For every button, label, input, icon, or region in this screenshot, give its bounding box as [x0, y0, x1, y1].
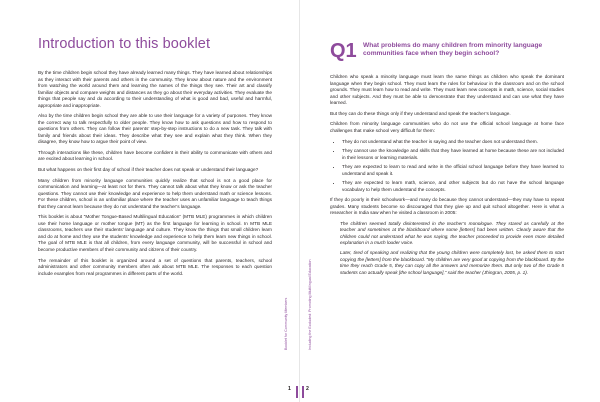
question-number: Q1	[330, 40, 357, 62]
question-text: What problems do many children from minority language communities face when they begin school?	[363, 42, 543, 57]
left-paragraph: Many children from minority language communities quickly realize that school is not a good place for communication and learning—at least not for them. They cannot talk about what they know or ask the teacher questions. They cannot use their knowledge and experience to help them understand math or science lessons. For these children, school is an unfamiliar place where the teacher uses an unfamiliar language to teach things that they cannot learn because they do not understand the teacher’s language.	[38, 177, 272, 209]
right-body	[330, 74, 564, 280]
right-folio-bar	[302, 386, 304, 398]
list-item: • They do not understand what the teacher is saying and the teacher does not understand them.	[342, 139, 564, 146]
left-paragraph: But what happens on their first day of school if their teacher does not speak or understand their language?	[38, 167, 259, 173]
right-page-number: 2	[306, 386, 309, 392]
left-paragraph: By the time children begin school they have already learned many things. They have learned about relationships as they interact with their parents and others in the community. They know about nature and the environment from watching the world around them and learning the names of the things they see. Their art and classify familiar objects and compare weights and distances as they go about their everyday activities. They evaluate the things that people say and do according to their understanding of what is good and bad, useful and harmful, appropriate and inappropriate.	[38, 70, 272, 108]
right-paragraph: Children who speak a minority language must learn the same things as children who speak the dominant language when they begin school. They must learn the rules for behaviour in the classroom and on the school grounds. They must learn how to read and write. They must learn new concepts in math, science, social studies and other subjects. And they must be able to demonstrate that they understand and can use what they have learned.	[330, 74, 564, 105]
challenge-list	[330, 139, 564, 194]
researcher-quote	[330, 221, 564, 277]
left-paragraph: Also by the time children begin school they are able to use their language for a variety of purposes. They know the correct way to talk respectfully to older people. They know how to ask questions and how to respond to questions from others. They can follow their parents’ step-by-step instructions to do a new task. They talk with family and friends about their ideas. They describe what they see and explain what they think. When they disagree, they know how to argue their point of view.	[38, 113, 272, 145]
quote-paragraph: The children seemed totally disinterested in the teacher’s monologue. They stared as carefully at the teacher and sometimes at the blackboard where some [letters] had been written. Clearly aware that the children could not understand what he was saying, the teacher proceeded to provide even more detailed explanation in a much louder voice.	[340, 220, 564, 246]
list-item: • They are expected to learn to read and write in the official school language before they have learned to understand and speak it.	[342, 164, 564, 177]
gutter-line	[299, 0, 300, 402]
list-item: • They are expected to learn math, science, and other subjects but do not have the school language vocabulary to help them understand the concepts.	[342, 180, 564, 193]
page-title: Introduction to this booklet	[38, 36, 211, 52]
quote-paragraph: Later, tired of speaking and realizing that the young children were completely lost, he asked them to start copying the [letters] from the blackboard. “My children are very good at copying from the blackboard. By the time they reach Grade 5, they can copy all the answers and memorize them. But only two of the Grade 5 students can actually speak [the school language],” said the teacher (Jhingran, 2005, p. 1).	[340, 250, 564, 275]
left-page-number: 1	[288, 386, 291, 392]
left-paragraph: This booklet is about “Mother Tongue-Based Multilingual Education” (MTB MLE) programmes in which children use their home language or mother tongue (MT) as the first language for learning in school. In MTB MLE classrooms, teachers use their students’ language and culture. They know the things that small children learn and do at home and they use the students’ knowledge and experience to help them learn new things in school. The goal of MTB MLE is that all children, from every language community, will be successful in school and become productive members of their community and citizens of their country.	[38, 214, 272, 252]
right-paragraph: If they do poorly in their schoolwork—and many do because they cannot understand—they may have to repeat grades. Many students become so discouraged that they give up and quit school altogether. Here is what a researcher in India saw when he visited a classroom in 2005:	[330, 197, 564, 216]
right-paragraph: But they can do these things only if they understand and speak the teacher’s language.	[330, 110, 511, 116]
right-running-title: Including the Excluded: Promoting Multilingual Education	[308, 259, 312, 350]
list-item: • They cannot use the knowledge and skills that they have learned at home because these are not included in their lessons or learning materials.	[342, 148, 564, 161]
left-body	[38, 70, 272, 281]
left-paragraph: The remainder of this booklet is organized around a set of questions that parents, teachers, school administrators and other community members often ask about MTB MLE. The responses to each question include examples from real programmes in different parts of the world.	[38, 257, 272, 276]
right-paragraph: Children from minority language communities who do not use the official school language at home face challenges that make school very difficult for them:	[330, 121, 564, 133]
left-running-title: Booklet for Community Members	[284, 297, 288, 350]
question-heading	[330, 40, 564, 70]
left-paragraph: Through interactions like these, children have become confident in their ability to communicate with others and are excited about learning in school.	[38, 149, 272, 162]
left-folio-bar	[296, 386, 298, 398]
